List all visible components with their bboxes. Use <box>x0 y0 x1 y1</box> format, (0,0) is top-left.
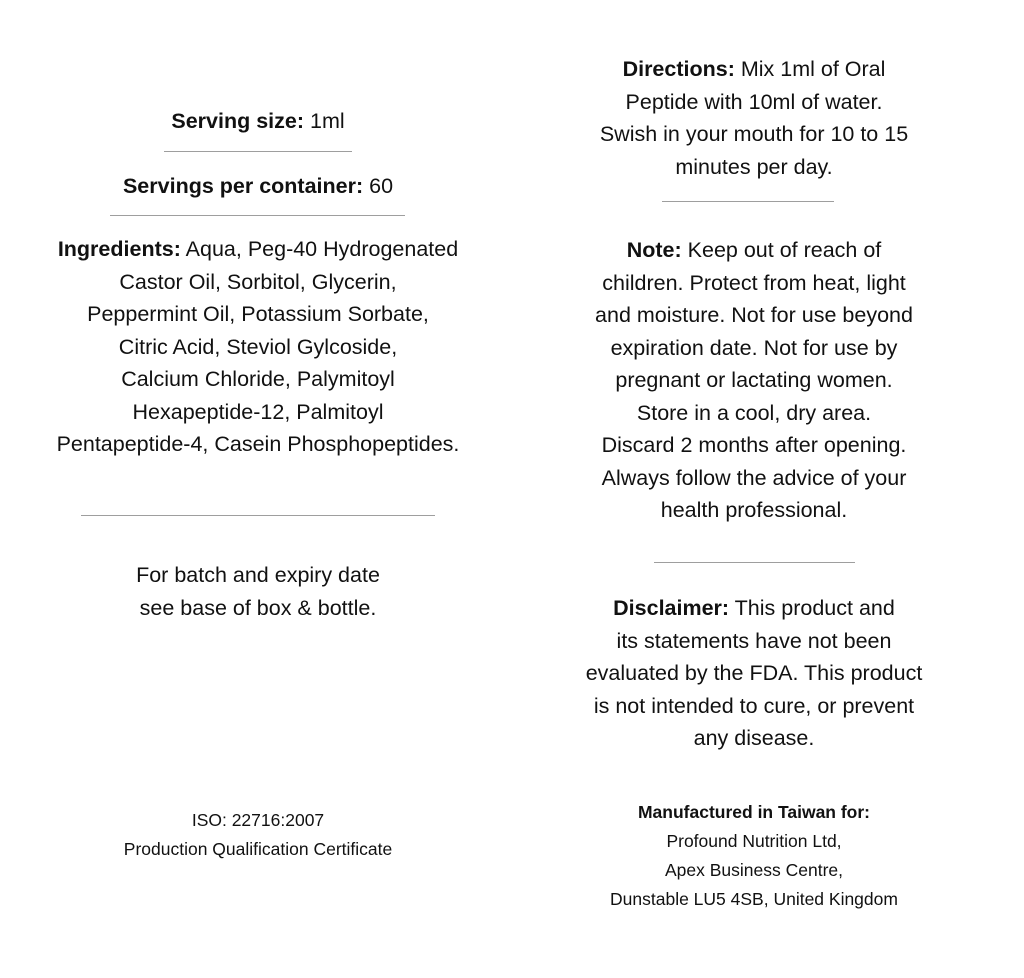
directions-label: Directions: <box>622 57 735 81</box>
note-line: Always follow the advice of your <box>601 465 907 490</box>
ingredients-line: Hexapeptide-12, Palmitoyl <box>132 399 384 424</box>
divider <box>662 201 834 202</box>
note <box>544 234 964 527</box>
iso-line: Production Qualification Certificate <box>123 839 393 859</box>
manufacturer-line: Profound Nutrition Ltd, <box>666 831 842 851</box>
divider <box>81 515 435 516</box>
iso-certificate <box>58 806 458 864</box>
directions-line: Peptide with 10ml of water. <box>625 89 883 114</box>
ingredients-line: Citric Acid, Steviol Gylcoside, <box>118 334 398 359</box>
note-line: Store in a cool, dry area. <box>636 400 872 425</box>
note-line: Keep out of reach of <box>687 238 882 262</box>
disclaimer-line: evaluated by the FDA. This product <box>585 661 923 685</box>
ingredients-label: Ingredients: <box>57 237 181 261</box>
note-label: Note: <box>626 238 682 262</box>
disclaimer-label: Disclaimer: <box>613 596 730 620</box>
note-line: health professional. <box>660 498 848 522</box>
batch-line: see base of box & bottle. <box>139 595 377 620</box>
ingredients <box>18 233 498 461</box>
note-line: pregnant or lactating women. <box>615 368 893 392</box>
disclaimer <box>544 592 964 755</box>
serving-size-value: 1ml <box>309 109 345 133</box>
serving-size-label: Serving size: <box>171 109 304 133</box>
note-line: Discard 2 months after opening. <box>601 433 907 457</box>
ingredients-line: Pentapeptide-4, Casein Phosphopeptides. <box>56 432 460 456</box>
divider <box>164 151 352 152</box>
servings-per-container-label: Servings per container: <box>122 174 364 198</box>
manufacturer-line: Apex Business Centre, <box>664 860 843 880</box>
divider <box>654 562 855 563</box>
note-line: and moisture. Not for use beyond <box>595 303 913 327</box>
disclaimer-line: is not intended to cure, or prevent <box>593 693 915 718</box>
disclaimer-line: its statements have not been <box>616 628 892 653</box>
directions-line: Mix 1ml of Oral <box>740 57 886 81</box>
directions <box>544 53 964 183</box>
divider <box>110 215 405 216</box>
note-line: children. Protect from heat, light <box>602 270 906 295</box>
ingredients-line: Aqua, Peg-40 Hydrogenated <box>185 237 459 261</box>
servings-per-container <box>58 170 458 203</box>
directions-line: Swish in your mouth for 10 to 15 <box>599 122 909 146</box>
ingredients-line: Peppermint Oil, Potassium Sorbate, <box>87 302 429 326</box>
manufacturer-line: Dunstable LU5 4SB, United Kingdom <box>610 889 898 909</box>
note-line: expiration date. Not for use by <box>610 335 898 360</box>
directions-line: minutes per day. <box>675 154 833 179</box>
batch-line: For batch and expiry date <box>136 563 380 587</box>
servings-per-container-value: 60 <box>369 174 394 198</box>
iso-line: ISO: 22716:2007 <box>191 810 325 830</box>
serving-size <box>58 105 458 138</box>
batch-expiry-note <box>58 559 458 624</box>
ingredients-line: Castor Oil, Sorbitol, Glycerin, <box>119 269 397 294</box>
disclaimer-line: any disease. <box>693 726 815 750</box>
ingredients-line: Calcium Chloride, Palymitoyl <box>121 367 395 391</box>
manufacturer-heading: Manufactured in Taiwan for: <box>637 802 871 822</box>
manufacturer-info <box>544 798 964 914</box>
disclaimer-line: This product and <box>734 596 895 620</box>
